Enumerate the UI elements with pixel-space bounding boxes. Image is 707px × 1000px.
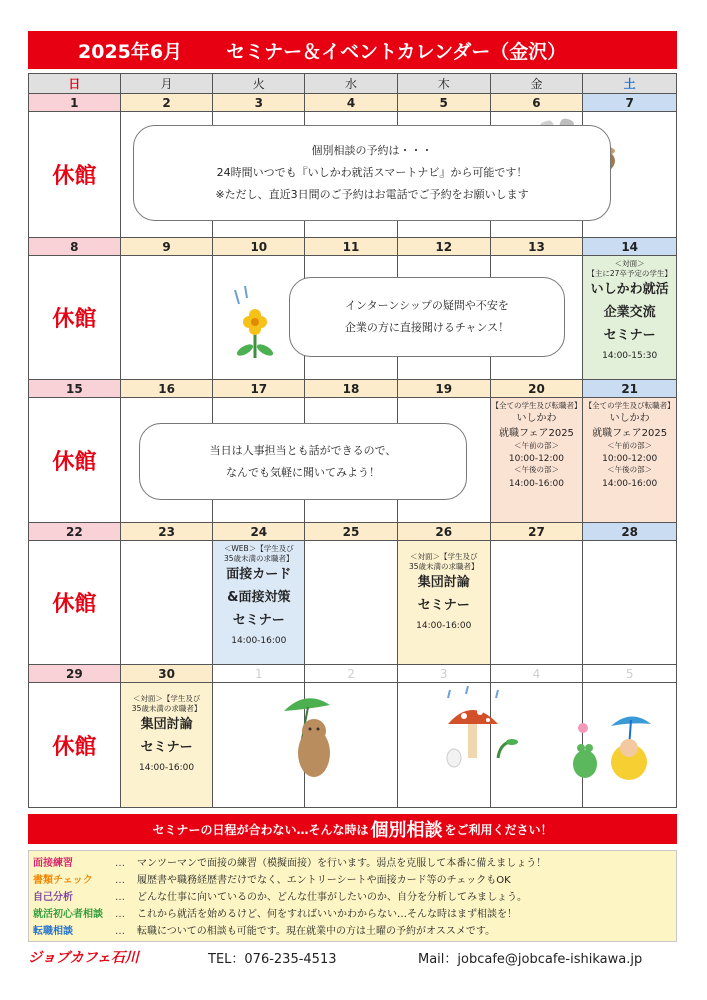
date-cell: 25 <box>305 523 398 541</box>
event-title-line: 企業交流 <box>603 305 656 320</box>
footer <box>28 946 677 968</box>
date-cell: 14 <box>583 238 676 256</box>
event-session-label: ＜午前の部＞ <box>513 441 559 451</box>
banner-post: をご利用ください！ <box>444 822 553 837</box>
date-cell-next-month: 4 <box>491 665 584 683</box>
date-cell: 16 <box>121 380 214 398</box>
event-time: 14:00-16:00 <box>231 635 287 646</box>
weekday-sun: 日 <box>29 74 121 94</box>
event-target: 35歳未満の求職者】 <box>224 554 294 564</box>
bubble-internship <box>289 277 565 357</box>
date-cell: 26 <box>398 523 491 541</box>
event-job-fair-20[interactable] <box>491 398 584 523</box>
event-tag: ＜対面＞ <box>614 259 645 268</box>
week-4-body <box>29 541 676 665</box>
bubble-line: ※ただし、直近3日間のご予約はお電話でご予約をお願いします <box>215 188 529 201</box>
date-cell: 6 <box>491 94 584 112</box>
date-cell: 13 <box>491 238 584 256</box>
bubble-line: 企業の方に直接聞けるチャンス！ <box>344 321 510 334</box>
weekday-wed: 水 <box>305 74 398 94</box>
event-time: 14:00-16:00 <box>602 478 658 489</box>
title-bar <box>28 31 677 69</box>
closed-label: 休館 <box>52 734 97 760</box>
event-title-line: 面接カード <box>226 567 292 583</box>
event-session-label: ＜午前の部＞ <box>607 441 653 451</box>
bubble-line: 個別相談の予約は・・・ <box>311 144 433 157</box>
note-label: 就活初心者相談 <box>33 909 103 920</box>
date-cell: 8 <box>29 238 121 256</box>
event-title-line: &面接対策 <box>227 590 291 605</box>
note-row <box>33 906 672 923</box>
date-cell: 27 <box>491 523 584 541</box>
date-cell: 9 <box>121 238 214 256</box>
date-cell-next-month: 2 <box>305 665 398 683</box>
flower-icon <box>225 284 285 364</box>
note-text: どんな仕事に向いているのか、どんな仕事がしたいのか、自分を分析してみましょう。 <box>137 892 527 903</box>
week-2-dates <box>29 238 676 256</box>
closed-cell <box>29 112 121 238</box>
note-row <box>33 855 672 872</box>
event-title-line: 就職フェア2025 <box>498 428 574 440</box>
closed-cell <box>29 683 121 807</box>
event-target: 【全ての学生及び転職者】 <box>584 401 675 410</box>
date-cell: 20 <box>491 380 584 398</box>
day-cell <box>121 256 214 380</box>
note-row <box>33 923 672 940</box>
closed-cell <box>29 256 121 380</box>
footer-tel[interactable]: TEL：076-235-4513 <box>208 951 337 967</box>
date-cell: 1 <box>29 94 121 112</box>
date-cell: 30 <box>121 665 214 683</box>
event-title-line: 集団討論 <box>417 575 470 591</box>
event-group-discussion-30[interactable] <box>121 683 214 807</box>
note-row <box>33 889 672 906</box>
note-text: これから就活を始めるけど、何をすればいいかわからない…そんな時はまず相談を！ <box>137 909 517 920</box>
date-cell: 29 <box>29 665 121 683</box>
event-time: 14:00-16:00 <box>508 478 565 489</box>
event-time: 14:00-16:00 <box>139 762 195 773</box>
date-cell: 19 <box>398 380 491 398</box>
weekday-thu: 木 <box>398 74 491 94</box>
event-target: 【全ての学生及び転職者】 <box>491 401 582 410</box>
bear-umbrella-icon <box>280 693 340 788</box>
event-job-fair-21[interactable] <box>583 398 676 523</box>
date-cell: 4 <box>305 94 398 112</box>
event-title-line: 就職フェア2025 <box>592 428 668 440</box>
note-dots: … <box>115 926 125 937</box>
note-text: マンツーマンで面接の練習（模擬面接）を行います。弱点を克服して本番に備えましょう！ <box>137 858 547 869</box>
date-cell: 24 <box>213 523 305 541</box>
weekday-tue: 火 <box>213 74 305 94</box>
event-title-line: セミナー <box>603 327 656 343</box>
date-cell: 18 <box>305 380 398 398</box>
note-label: 自己分析 <box>33 892 73 903</box>
event-tag: ＜対面＞【学生及び <box>132 694 201 703</box>
date-cell-next-month: 3 <box>398 665 491 683</box>
bubble-line: なんでも気軽に聞いてみよう！ <box>226 465 380 479</box>
bubble-line: 当日は人事担当とも話ができるので、 <box>209 443 397 457</box>
weekday-header <box>29 74 676 94</box>
closed-label: 休館 <box>52 449 97 475</box>
title-month: 2025年6月 <box>78 40 183 63</box>
event-session-label: ＜午後の部＞ <box>607 465 653 475</box>
date-cell: 17 <box>213 380 305 398</box>
event-tag: ＜対面＞【学生及び <box>409 552 478 561</box>
day-cell <box>305 541 398 665</box>
week-1-dates <box>29 94 676 112</box>
footer-mail[interactable]: Mail：jobcafe@jobcafe-ishikawa.jp <box>418 951 643 967</box>
note-dots: … <box>115 892 125 903</box>
date-cell: 5 <box>398 94 491 112</box>
title-name: セミナー＆イベントカレンダー（金沢） <box>226 40 567 63</box>
event-title-line: いしかわ就活 <box>590 282 669 298</box>
event-tag: ＜WEB＞【学生及び <box>223 544 294 553</box>
day-cell <box>583 541 676 665</box>
weekday-mon: 月 <box>121 74 214 94</box>
bubble-reservation <box>133 125 611 221</box>
event-session-label: ＜午後の部＞ <box>513 465 559 475</box>
event-target: 35歳未満の求職者】 <box>408 562 479 572</box>
event-time: 10:00-12:00 <box>602 454 658 465</box>
closed-cell <box>29 541 121 665</box>
bubble-line: インターンシップの疑問や不安を <box>345 299 509 312</box>
event-target: 35歳未満の求職者】 <box>131 704 202 714</box>
service-notes <box>28 850 677 942</box>
week-5-dates <box>29 665 676 683</box>
closed-label: 休館 <box>52 164 97 189</box>
event-title-line: セミナー <box>417 598 470 613</box>
event-title-line: セミナー <box>232 612 285 628</box>
note-dots: … <box>115 909 125 920</box>
weekday-sat: 土 <box>583 74 676 94</box>
bubble-line: 24時間いつでも『いしかわ就活スマートナビ』から可能です！ <box>216 166 528 179</box>
date-cell: 10 <box>213 238 305 256</box>
frogs-umbrella-icon <box>565 708 660 783</box>
note-dots: … <box>115 858 125 869</box>
closed-label: 休館 <box>52 592 97 617</box>
note-text: 履歴書や職務経歴書だけでなく、エントリーシートや面接カード等のチェックもOK <box>137 875 511 886</box>
event-time: 10:00-12:00 <box>508 454 565 465</box>
bubble-job-fair <box>139 423 467 500</box>
date-cell: 12 <box>398 238 491 256</box>
event-group-discussion-26[interactable] <box>398 541 491 665</box>
week-4-dates <box>29 523 676 541</box>
event-time: 14:00-15:30 <box>602 350 658 361</box>
event-title-line: 集団討論 <box>140 717 193 733</box>
closed-cell <box>29 398 121 523</box>
date-cell: 21 <box>583 380 676 398</box>
event-target: 【主に27卒予定の学生】 <box>587 269 672 279</box>
day-cell <box>491 541 584 665</box>
event-title-line: セミナー <box>140 740 193 755</box>
brand-logo: ジョブカフェ石川 <box>28 950 139 966</box>
event-title-line: いしかわ <box>516 413 557 425</box>
date-cell: 11 <box>305 238 398 256</box>
day-cell <box>121 541 214 665</box>
note-row <box>33 872 672 889</box>
date-cell-next-month: 5 <box>583 665 676 683</box>
week-3-dates <box>29 380 676 398</box>
date-cell: 3 <box>213 94 305 112</box>
note-text: 転職についての相談も可能です。現在就業中の方は土曜の予約がオススメです。 <box>137 926 496 937</box>
date-cell: 28 <box>583 523 676 541</box>
event-time: 14:00-16:00 <box>416 620 472 631</box>
date-cell-next-month: 1 <box>213 665 305 683</box>
note-dots: … <box>115 875 125 886</box>
event-interview-card-seminar[interactable] <box>213 541 305 665</box>
closed-label: 休館 <box>52 307 97 332</box>
date-cell: 15 <box>29 380 121 398</box>
date-cell: 2 <box>121 94 214 112</box>
event-ishikawa-company-seminar[interactable] <box>583 256 676 380</box>
date-cell: 23 <box>121 523 214 541</box>
note-label: 転職相談 <box>33 926 73 937</box>
date-cell: 22 <box>29 523 121 541</box>
mushroom-rain-icon <box>438 686 523 776</box>
note-label: 書類チェック <box>33 875 93 886</box>
banner-pre: セミナーの日程が合わない…そんな時は <box>152 822 369 837</box>
note-label: 面接練習 <box>33 858 73 869</box>
individual-consult-banner <box>28 814 677 844</box>
weekday-fri: 金 <box>491 74 584 94</box>
date-cell: 7 <box>583 94 676 112</box>
banner-emphasis: 個別相談 <box>370 820 443 841</box>
event-title-line: いしかわ <box>609 413 650 425</box>
